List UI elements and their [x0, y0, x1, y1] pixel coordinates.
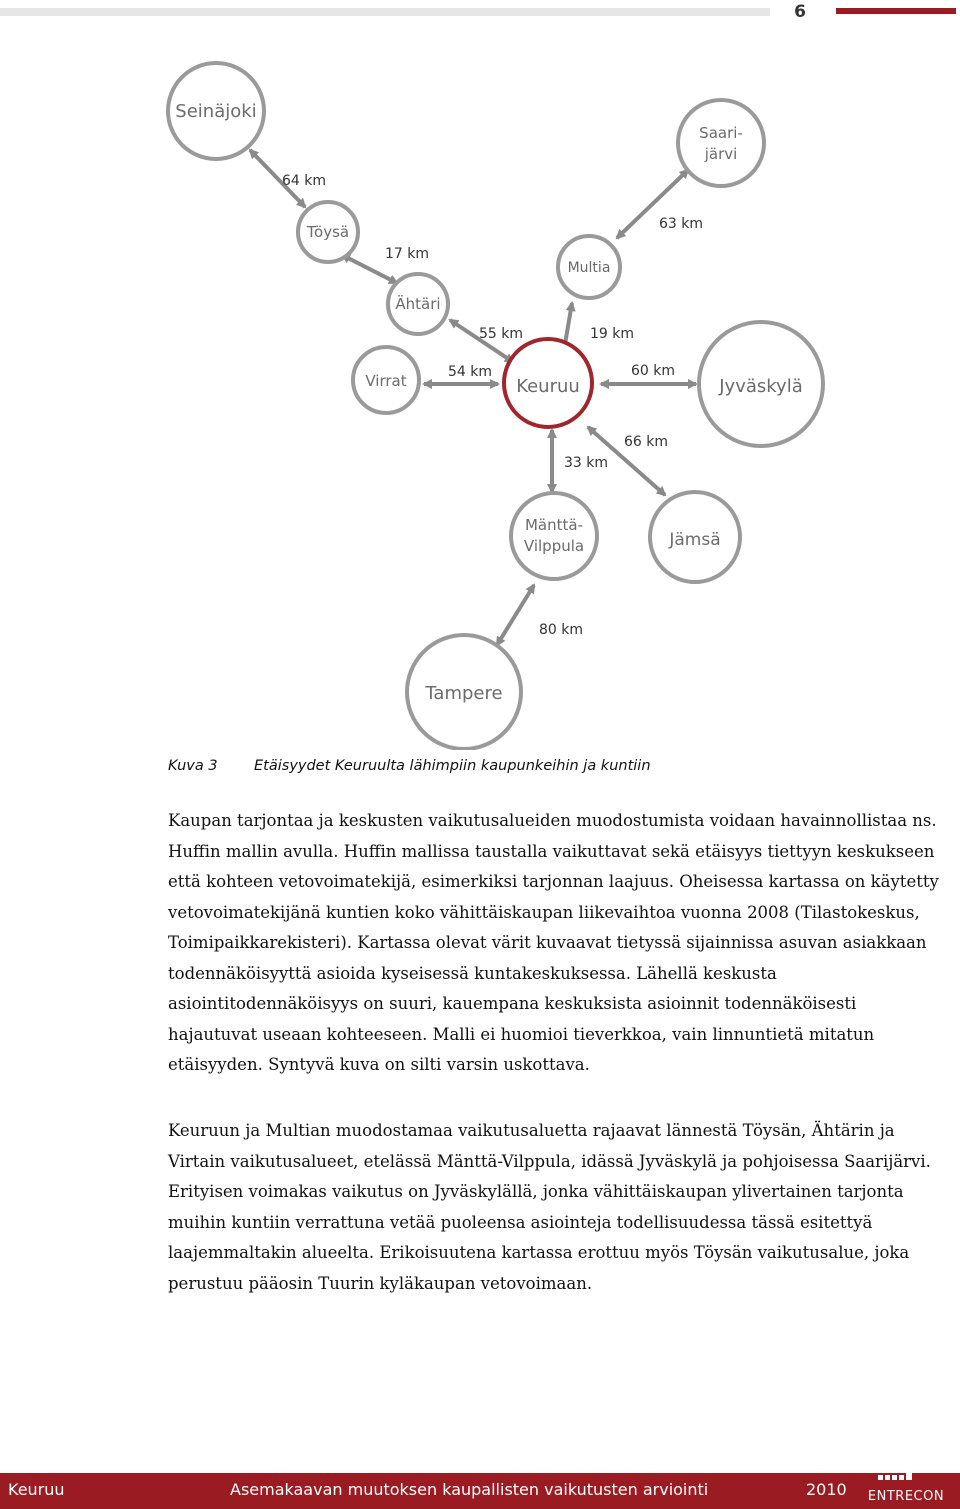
label-mantta-1: Mänttä-	[524, 516, 584, 534]
footer-municipality: Keuruu	[8, 1480, 65, 1499]
distance-toysa: 17 km	[384, 246, 430, 262]
distance-multia: 19 km	[589, 326, 635, 342]
text-line: vetovoimatekijänä kuntien koko vähittäiskaupan liikevaihtoa vuonna 2008 (Tilastokeskus,	[168, 902, 920, 922]
logo-mark-icon	[858, 1462, 954, 1490]
label-toysa: Töysä	[306, 223, 350, 241]
distance-virrat: 54 km	[447, 364, 493, 380]
footer-document-title: Asemakaavan muutoksen kaupallisten vaikutusten arviointi	[230, 1480, 709, 1499]
node-mantta	[511, 493, 597, 579]
logo-text: ENTRECON	[867, 1489, 945, 1504]
label-multia: Multia	[567, 260, 611, 276]
text-line: Kaupan tarjontaa ja keskusten vaikutusalueiden muodostumista voidaan havainnollistaa ns.	[168, 811, 937, 830]
distance-mantta: 33 km	[563, 455, 609, 471]
label-ahtari: Ähtäri	[395, 295, 441, 313]
text-line: todennäköisyyttä asioida kyseisessä kuntakeskuksessa. Lähellä keskusta	[168, 963, 777, 983]
distance-ahtari: 55 km	[478, 326, 524, 342]
text-line: muihin kuntiin verrattuna vetää puoleensa asiointeja todellisuudessa tässä esitettyä	[168, 1212, 873, 1232]
distance-seinajoki: 64 km	[281, 173, 327, 189]
label-tampere: Tampere	[425, 683, 503, 704]
text-line: perustuu pääosin Tuurin kyläkaupan vetovoimaan.	[168, 1273, 593, 1293]
label-seinajoki: Seinäjoki	[175, 101, 257, 122]
text-line: Erityisen voimakas vaikutus on Jyväskylällä, jonka vähittäiskaupan ylivertainen tarjonta	[168, 1182, 904, 1201]
label-saarijarvi-2: järvi	[704, 145, 738, 163]
text-line: etäisyyden. Syntyvä kuva on silti varsin uskottava.	[168, 1055, 590, 1074]
figure-number: Kuva 3	[168, 758, 218, 774]
footer-year: 2010	[806, 1480, 847, 1499]
label-mantta-2: Vilppula	[523, 537, 585, 555]
node-saarijarvi	[678, 100, 764, 186]
text-line: asiointitodennäköisyys on suuri, kauempana keskuksista asioinnit todennäköisesti	[168, 994, 857, 1013]
label-virrat: Virrat	[365, 372, 407, 390]
text-line: laajemmaltakin alueelta. Erikoisuutena kartassa erottuu myös Töysän vaikutusalue, joka	[168, 1243, 910, 1262]
arrow-tampere	[497, 585, 534, 645]
text-line: Keuruun ja Multian muodostamaa vaikutusaluetta rajaavat lännestä Töysän, Ähtärin ja	[168, 1121, 895, 1140]
text-line: Virtain vaikutusalueet, etelässä Mänttä-Vilppula, idässä Jyväskylä ja pohjoisessa Saarijärvi.	[168, 1151, 931, 1171]
text-line: Toimipaikkarekisteri). Kartassa olevat värit kuvaavat tietyssä sijainnissa asuvan asiakkaan	[168, 933, 927, 952]
distance-diagram	[0, 0, 960, 750]
distance-saarijarvi: 63 km	[658, 216, 704, 232]
distance-jyvaskyla: 60 km	[630, 363, 676, 379]
page-number: 6	[794, 2, 806, 22]
label-saarijarvi-1: Saari-	[699, 124, 743, 142]
text-line: Huffin mallin avulla. Huffin mallissa taustalla vaikuttavat sekä etäisyys tiettyyn keskukseen	[168, 841, 935, 861]
paragraph-huff-model	[168, 806, 948, 1081]
figure-caption: Etäisyydet Keuruulta lähimpiin kaupunkeihin ja kuntiin	[254, 758, 651, 774]
distance-jamsa: 66 km	[623, 434, 669, 450]
text-line: hajautuvat useaan kohteeseen. Malli ei huomioi tieverkkoa, vain linnuntietä mitatun	[168, 1024, 875, 1044]
label-jamsa: Jämsä	[669, 530, 721, 550]
distance-tampere: 80 km	[538, 622, 584, 638]
label-jyvaskyla: Jyväskylä	[719, 376, 803, 397]
label-keuruu: Keuruu	[516, 376, 580, 397]
text-line: että kohteen vetovoimatekijä, esimerkiksi tarjonnan laajuus. Oheisessa kartassa on käytetty	[168, 872, 939, 891]
paragraph-catchment-area	[168, 1116, 948, 1299]
entrecon-logo	[858, 1462, 954, 1506]
